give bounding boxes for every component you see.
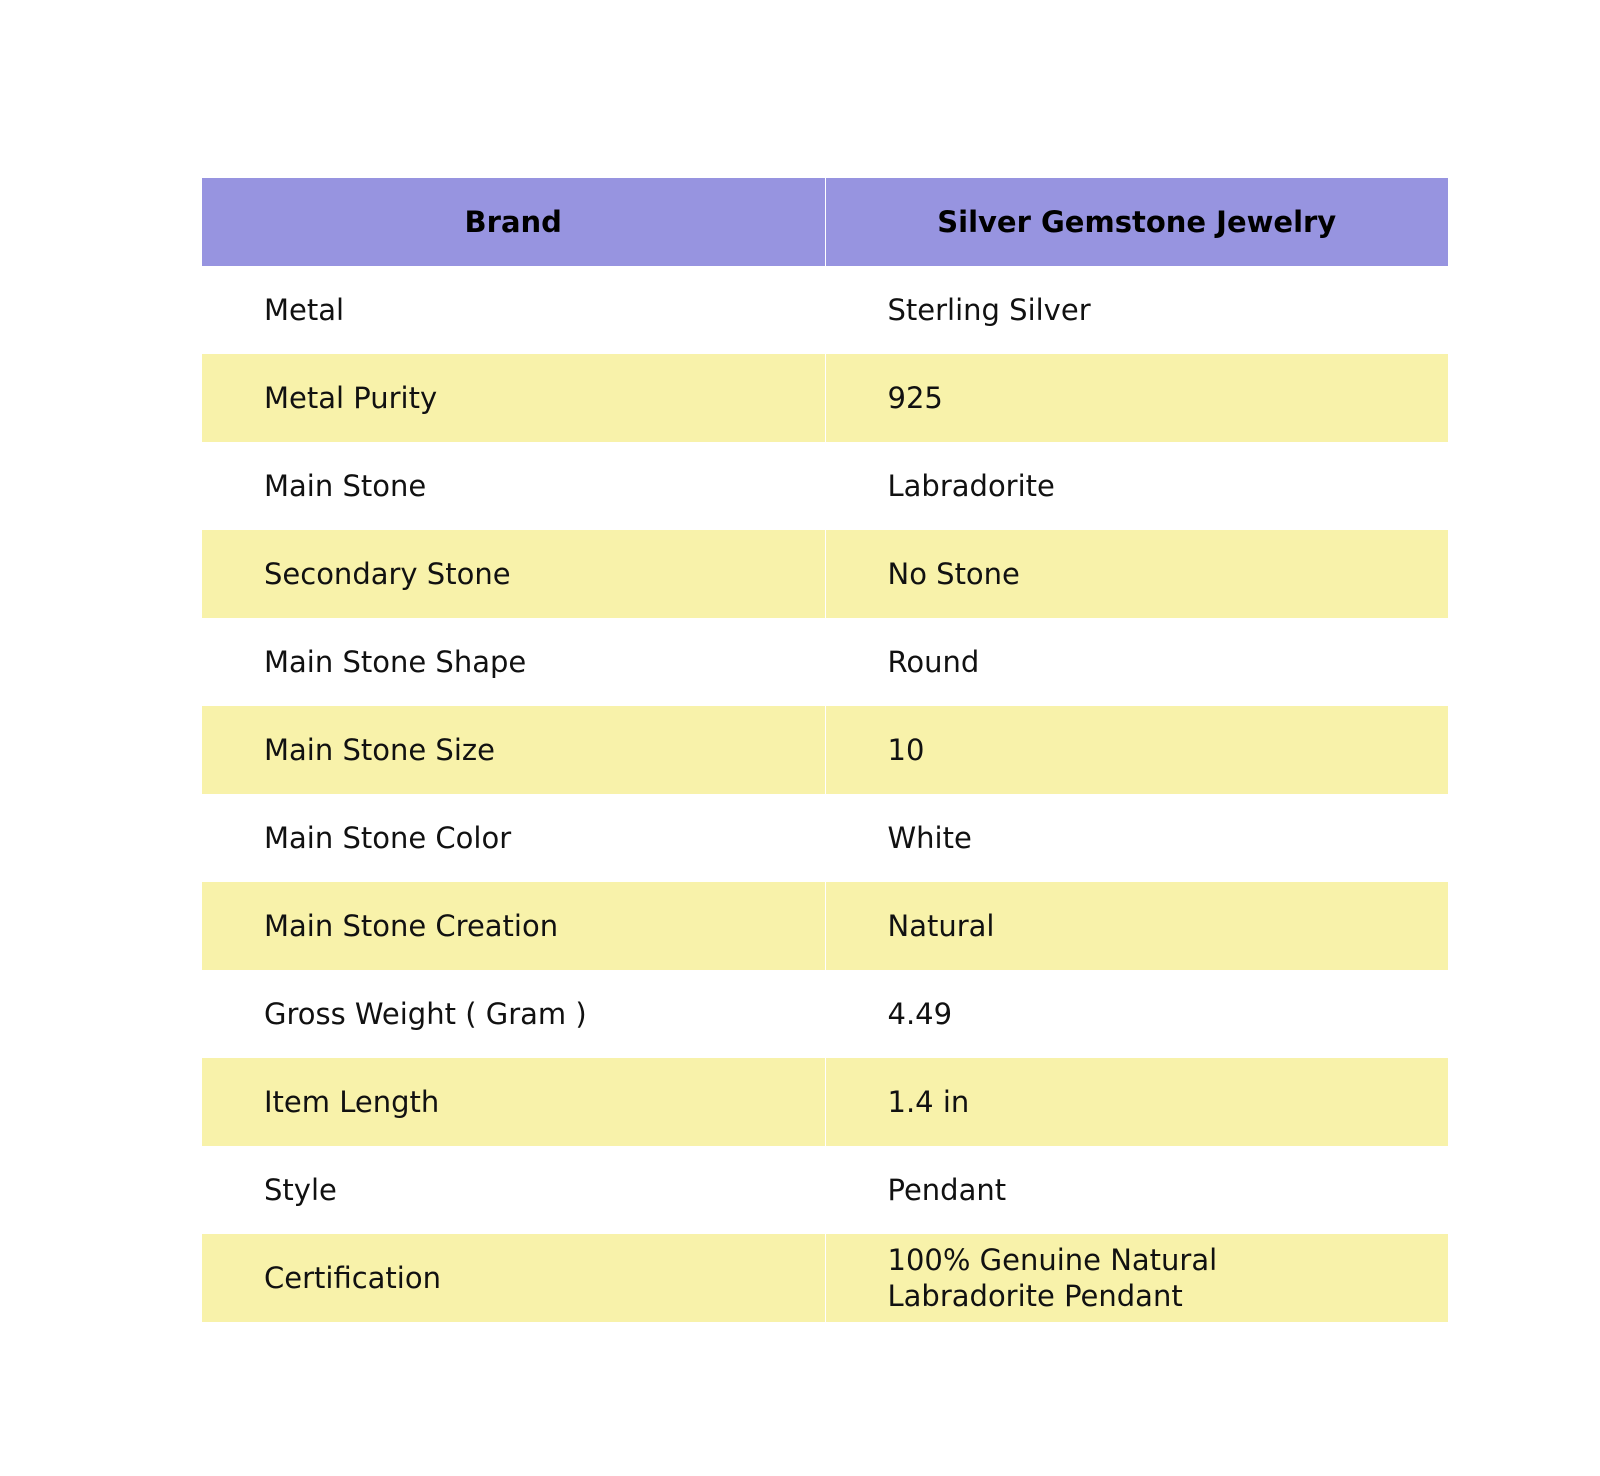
- value-text: No Stone: [887, 557, 1020, 591]
- attribute-cell: Item Length: [264, 1085, 440, 1119]
- value-cell: [825, 1234, 1448, 1322]
- value-text: Natural: [887, 909, 995, 943]
- attribute-cell: Main Stone Color: [264, 821, 512, 855]
- table-row: [202, 530, 1448, 618]
- attribute-cell: Metal: [264, 293, 345, 327]
- attribute-cell: Main Stone Shape: [264, 645, 527, 679]
- value-cell: [825, 706, 1448, 794]
- product-spec-table: [202, 178, 1448, 1322]
- table-header-row: [202, 178, 1448, 266]
- value-text: 4.49: [887, 997, 953, 1031]
- header-attribute: Brand: [202, 178, 825, 266]
- attribute-cell: Main Stone: [264, 469, 427, 503]
- value-cell: [825, 1146, 1448, 1234]
- header-value: Silver Gemstone Jewelry: [825, 178, 1448, 266]
- value-text: Labradorite: [887, 469, 1055, 503]
- attribute-cell: Main Stone Size: [264, 733, 495, 767]
- value-cell: [825, 970, 1448, 1058]
- table-row: [202, 442, 1448, 530]
- attribute-cell: Metal Purity: [264, 381, 438, 415]
- table-row: [202, 1058, 1448, 1146]
- attribute-cell: Style: [264, 1173, 337, 1207]
- value-text: 10: [887, 733, 925, 767]
- table-row: [202, 706, 1448, 794]
- value-text: 100% Genuine Natural Labradorite Pendant: [887, 1243, 1218, 1313]
- value-cell: [825, 794, 1448, 882]
- value-text: Pendant: [887, 1173, 1007, 1207]
- value-text: Round: [887, 645, 980, 679]
- value-cell: [825, 882, 1448, 970]
- value-cell: [825, 266, 1448, 354]
- table-row: [202, 1146, 1448, 1234]
- table-row: [202, 970, 1448, 1058]
- attribute-cell: Main Stone Creation: [264, 909, 559, 943]
- attribute-cell: Certification: [264, 1261, 441, 1295]
- table-row: [202, 354, 1448, 442]
- attribute-cell: Gross Weight ( Gram ): [264, 997, 587, 1031]
- value-text: 1.4 in: [887, 1085, 970, 1119]
- value-text: White: [887, 821, 972, 855]
- value-cell: [825, 354, 1448, 442]
- value-cell: [825, 530, 1448, 618]
- table-row: [202, 618, 1448, 706]
- table-row: [202, 1234, 1448, 1322]
- value-text: Sterling Silver: [887, 293, 1091, 327]
- value-cell: [825, 1058, 1448, 1146]
- value-cell: [825, 618, 1448, 706]
- value-text: 925: [887, 381, 943, 415]
- value-cell: [825, 442, 1448, 530]
- table-row: [202, 794, 1448, 882]
- table-row: [202, 266, 1448, 354]
- attribute-cell: Secondary Stone: [264, 557, 511, 591]
- table-row: [202, 882, 1448, 970]
